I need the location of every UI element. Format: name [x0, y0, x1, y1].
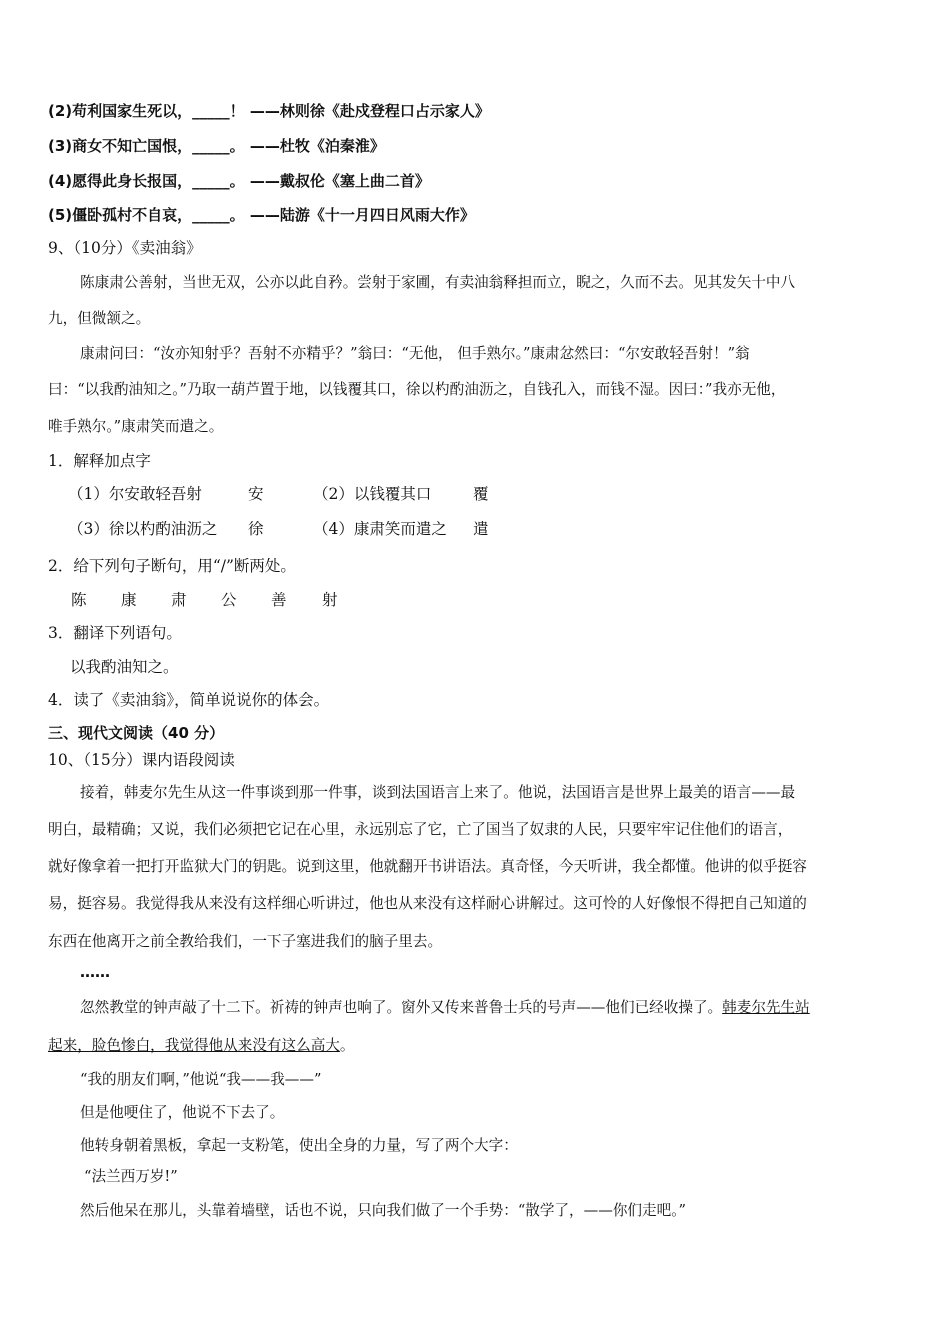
sentence-char: 陈 [71, 591, 87, 609]
q9-word-1: （1）尔安敢轻吾射 [68, 485, 202, 503]
q9-sub2: 2．给下列句子断句，用“/”断两处。 [48, 557, 296, 575]
poem-line-5: (5)僵卧孤村不自哀，_____。 ——陆游《十一月四日风雨大作》 [48, 206, 475, 224]
poem-line-3: (3)商女不知亡国恨，_____。 ——杜牧《泊秦淮》 [48, 137, 385, 155]
q10-text: 。 [339, 1037, 355, 1054]
q10-dialog: 然后他呆在那儿，头靠着墙壁，话也不说，只向我们做了一个手势：“散学了，——你们走吧。” [80, 1202, 686, 1219]
sentence-char: 公 [221, 591, 237, 609]
q9-word-4: （4）康肃笑而遣之 [313, 520, 447, 538]
q9-word-4-char: 遣 [473, 520, 489, 538]
q9-word-3-char: 徐 [248, 520, 264, 538]
q10-passage-line [80, 998, 810, 1018]
q9-passage-line: 唯手熟尔。”康肃笑而遣之。 [48, 418, 224, 435]
sentence-char: 康 [121, 591, 137, 609]
q9-sub1: 1．解释加点字 [48, 452, 151, 470]
underlined-text: 韩麦尔先生站 [722, 999, 810, 1016]
q10-passage-line: 就好像拿着一把打开监狱大门的钥匙。说到这里，他就翻开书讲语法。真奇怪，今天听讲，我全都懂。他讲的似乎挺容 [48, 858, 807, 875]
ellipsis: …… [80, 963, 110, 981]
q10-dialog: “法兰西万岁!” [84, 1168, 178, 1185]
q9-word-2: （2）以钱覆其口 [313, 485, 432, 503]
underlined-text: 起来，脸色惨白，我觉得他从来没有这么高大 [48, 1037, 340, 1054]
q10-passage-line [48, 1036, 355, 1056]
q10-dialog: 他转身朝着黑板，拿起一支粉笔，使出全身的力量，写了两个大字： [80, 1137, 518, 1154]
poem-line-4: (4)愿得此身长报国，_____。 ——戴叔伦《塞上曲二首》 [48, 172, 430, 190]
q10-passage-line: 明白，最精确；又说，我们必须把它记在心里，永远别忘了它，亡了国当了奴隶的人民，只要牢牢记住他们的语言， [48, 821, 793, 838]
sentence-char: 善 [271, 591, 287, 609]
q9-sub3: 3．翻译下列语句。 [48, 624, 182, 642]
q10-passage-line: 易，挺容易。我觉得我从来没有这样细心听讲过，他也从来没有这样耐心讲解过。这可怜的人好像恨不得把自己知道的 [48, 895, 807, 912]
q9-passage-line: 九，但微颔之。 [48, 310, 151, 327]
q10-dialog: “我的朋友们啊，”他说“我——我——” [80, 1071, 322, 1088]
q9-word-3: （3）徐以杓酌油沥之 [68, 520, 218, 538]
q9-passage-line: 陈康肃公善射，当世无双，公亦以此自矜。尝射于家圃，有卖油翁释担而立，睨之，久而不去。见其发矢十中八 [80, 274, 796, 291]
q10-text: 忽然教堂的钟声敲了十二下。祈祷的钟声也响了。窗外又传来普鲁士兵的号声——他们已经收操了。 [80, 999, 723, 1016]
section-heading: 三、现代文阅读（40 分） [48, 724, 225, 742]
q9-passage-line: 康肃问曰：“汝亦知射乎？吾射不亦精乎？”翁曰：“无他， 但手熟尔。”康肃忿然曰：“尔安敢轻吾射！”翁 [80, 345, 750, 362]
sentence-char: 肃 [171, 591, 187, 609]
q9-passage-line: 曰：“以我酌油知之。”乃取一葫芦置于地，以钱覆其口，徐以杓酌油沥之，自钱孔入，而钱不湿。因曰：”我亦无他， [48, 381, 786, 398]
q10-heading: 10、（15分）课内语段阅读 [48, 751, 235, 769]
q10-passage-line: 接着，韩麦尔先生从这一件事谈到那一件事，谈到法国语言上来了。他说，法国语言是世界上最美的语言——最 [80, 784, 796, 801]
q10-passage-line: 东西在他离开之前全教给我们，一下子塞进我们的脑子里去。 [48, 933, 443, 950]
q9-sub3-text: 以我酌油知之。 [70, 658, 179, 676]
q10-dialog: 但是他哽住了，他说不下去了。 [80, 1104, 285, 1121]
q9-heading: 9、（10分）《卖油翁》 [48, 239, 202, 257]
sentence-char: 射 [322, 591, 338, 609]
q9-word-1-char: 安 [248, 485, 264, 503]
q9-sub4: 4．读了《卖油翁》，简单说说你的体会。 [48, 691, 330, 709]
q9-word-2-char: 覆 [473, 485, 489, 503]
poem-line-2: (2)苟利国家生死以，_____！ ——林则徐《赴戍登程口占示家人》 [48, 102, 490, 120]
